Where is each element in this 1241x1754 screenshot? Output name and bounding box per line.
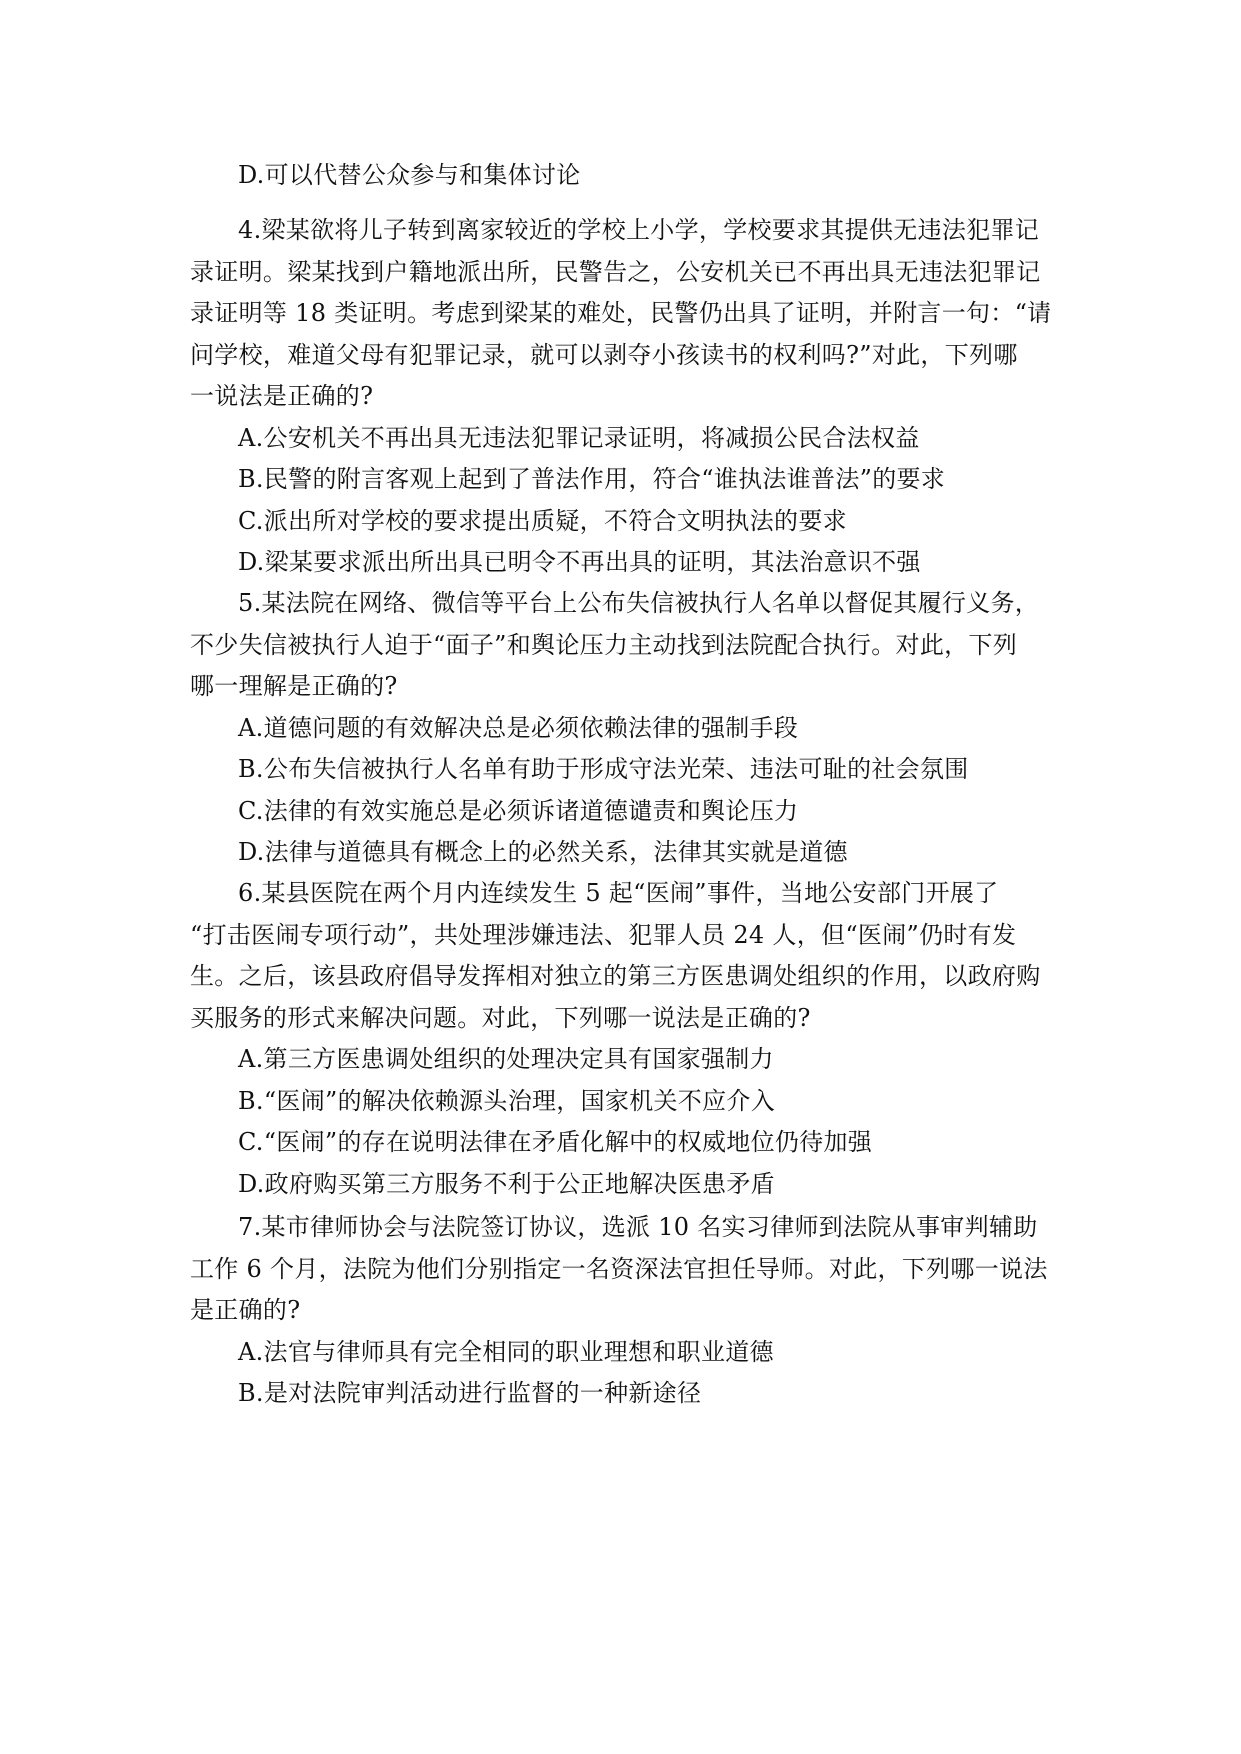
question-stem <box>190 873 1060 1039</box>
stem-line: 录证明等 18 类证明。考虑到梁某的难处，民警仍出具了证明，并附言一句：“请 <box>190 299 1052 327</box>
option-d: D.梁某要求派出所出具已明令不再出具的证明，其法治意识不强 <box>238 548 921 576</box>
question-4 <box>190 210 1060 584</box>
question-3-tail <box>190 155 1060 197</box>
stem-line: 6.某县医院在两个月内连续发生 5 起“医闹”事件，当地公安部门开展了 <box>238 879 999 907</box>
stem-line: 录证明。梁某找到户籍地派出所，民警告之，公安机关已不再出具无违法犯罪记 <box>190 257 1041 286</box>
stem-line: “打击医闹专项行动”，共处理涉嫌违法、犯罪人员 24 人，但“医闹”仍时有发 <box>190 920 1017 949</box>
option-d: D.法律与道德具有概念上的必然关系，法律其实就是道德 <box>238 838 848 866</box>
question-5 <box>190 583 1060 874</box>
option-a: A.第三方医患调处组织的处理决定具有国家强制力 <box>238 1045 774 1073</box>
option-c: C.法律的有效实施总是必须诉诸道德谴责和舆论压力 <box>238 796 799 825</box>
stem-line: 是正确的? <box>190 1296 301 1324</box>
stem-line: 买服务的形式来解决问题。对此，下列哪一说法是正确的? <box>190 1003 811 1032</box>
stem-line: 不少失信被执行人迫于“面子”和舆论压力主动找到法院配合执行。对此，下列 <box>190 630 1018 659</box>
option-b: B.“医闹”的解决依赖源头治理，国家机关不应介入 <box>238 1086 776 1115</box>
stem-line: 问学校，难道父母有犯罪记录，就可以剥夺小孩读书的权利吗?”对此，下列哪 <box>190 340 1018 369</box>
question-stem <box>190 583 1060 708</box>
stem-line: 7.某市律师协会与法院签订协议，选派 10 名实习律师到法院从事审判辅助 <box>238 1213 1038 1241</box>
question-stem <box>190 210 1060 418</box>
option-b: B.公布失信被执行人名单有助于形成守法光荣、违法可耻的社会氛围 <box>238 755 969 783</box>
option-d: D.可以代替公众参与和集体讨论 <box>238 161 581 189</box>
question-6 <box>190 873 1060 1205</box>
option-b: B.是对法院审判活动进行监督的一种新途径 <box>238 1379 702 1407</box>
question-stem <box>190 1207 1060 1332</box>
stem-line: 哪一理解是正确的? <box>190 672 398 700</box>
option-b: B.民警的附言客观上起到了普法作用，符合“谁执法谁普法”的要求 <box>238 465 946 493</box>
option-a: A.法官与律师具有完全相同的职业理想和职业道德 <box>238 1337 774 1366</box>
stem-line: 生。之后，该县政府倡导发挥相对独立的第三方医患调处组织的作用，以政府购 <box>190 962 1041 990</box>
option-d: D.政府购买第三方服务不利于公正地解决医患矛盾 <box>238 1169 775 1198</box>
stem-line: 4.梁某欲将儿子转到离家较近的学校上小学，学校要求其提供无违法犯罪记 <box>238 216 1040 244</box>
option-a: A.道德问题的有效解决总是必须依赖法律的强制手段 <box>238 713 799 742</box>
option-a: A.公安机关不再出具无违法犯罪记录证明，将减损公民合法权益 <box>238 423 920 452</box>
stem-line: 工作 6 个月，法院为他们分别指定一名资深法官担任导师。对此，下列哪一说法 <box>190 1254 1048 1283</box>
question-7 <box>190 1207 1060 1415</box>
stem-line: 5.某法院在网络、微信等平台上公布失信被执行人名单以督促其履行义务， <box>238 589 1040 617</box>
option-c: C.派出所对学校的要求提出质疑，不符合文明执法的要求 <box>238 506 847 535</box>
stem-line: 一说法是正确的? <box>190 382 374 410</box>
option-c: C.“医闹”的存在说明法律在矛盾化解中的权威地位仍待加强 <box>238 1128 873 1156</box>
